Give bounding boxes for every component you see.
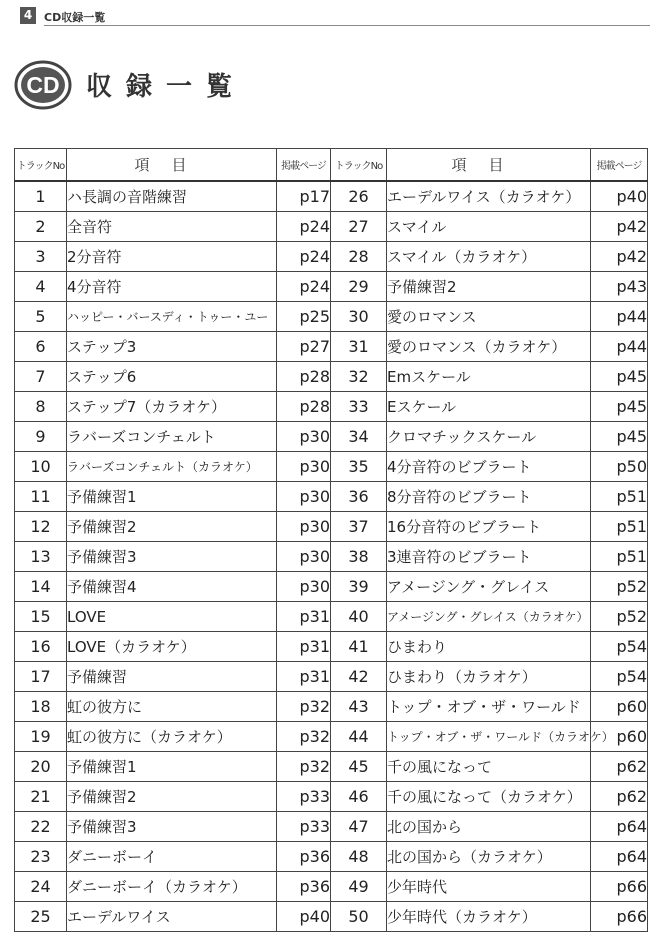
track-number: 4 — [15, 272, 67, 302]
track-title: 愛のロマンス（カラオケ） — [387, 332, 591, 362]
cd-disc-icon — [14, 60, 72, 110]
track-title: 北の国から — [387, 812, 591, 842]
page-reference: p36 — [277, 872, 331, 902]
track-title: 16分音符のビブラート — [387, 512, 591, 542]
track-number: 26 — [331, 181, 387, 212]
track-title: ステップ6 — [67, 362, 277, 392]
track-number: 27 — [331, 212, 387, 242]
table-row — [15, 392, 648, 422]
track-number: 11 — [15, 482, 67, 512]
page-reference: p44 — [591, 332, 648, 362]
page-reference: p30 — [277, 452, 331, 482]
track-number: 6 — [15, 332, 67, 362]
table-row — [15, 902, 648, 932]
table-row — [15, 362, 648, 392]
track-title: 予備練習3 — [67, 812, 277, 842]
track-number: 49 — [331, 872, 387, 902]
track-number: 50 — [331, 902, 387, 932]
track-number: 17 — [15, 662, 67, 692]
table-row — [15, 572, 648, 602]
track-title: ひまわり — [387, 632, 591, 662]
page-reference: p30 — [277, 422, 331, 452]
track-number: 43 — [331, 692, 387, 722]
track-title: 予備練習 — [67, 662, 277, 692]
track-title: 全音符 — [67, 212, 277, 242]
column-header-track: トラックNo — [331, 149, 387, 182]
table-row — [15, 812, 648, 842]
page-reference: p40 — [277, 902, 331, 932]
page-reference: p43 — [591, 272, 648, 302]
table-header-row — [15, 149, 648, 182]
page-reference: p24 — [277, 242, 331, 272]
track-number: 9 — [15, 422, 67, 452]
table-row — [15, 212, 648, 242]
track-number: 34 — [331, 422, 387, 452]
page-reference: p36 — [277, 842, 331, 872]
page-reference: p51 — [591, 542, 648, 572]
table-row — [15, 842, 648, 872]
column-header-page: 掲載ページ — [277, 149, 331, 182]
column-header-page: 掲載ページ — [591, 149, 648, 182]
cd-logo-text: CD — [26, 72, 60, 98]
track-number: 39 — [331, 572, 387, 602]
page-reference: p52 — [591, 572, 648, 602]
page-reference: p51 — [591, 482, 648, 512]
page-reference: p44 — [591, 302, 648, 332]
page-reference: p64 — [591, 842, 648, 872]
track-number: 28 — [331, 242, 387, 272]
track-number: 46 — [331, 782, 387, 812]
track-number: 36 — [331, 482, 387, 512]
track-title: ラバーズコンチェルト（カラオケ） — [67, 452, 277, 482]
track-title: 千の風になって（カラオケ） — [387, 782, 591, 812]
page-reference: p52 — [591, 602, 648, 632]
track-number: 14 — [15, 572, 67, 602]
track-title: 予備練習1 — [67, 752, 277, 782]
track-number: 25 — [15, 902, 67, 932]
page-reference: p42 — [591, 212, 648, 242]
column-header-item: 項目 — [67, 149, 277, 182]
table-row — [15, 452, 648, 482]
track-title: トップ・オブ・ザ・ワールド — [387, 692, 591, 722]
table-row — [15, 692, 648, 722]
track-number: 18 — [15, 692, 67, 722]
page-title: 収録一覧 — [86, 72, 247, 102]
page-reference: p45 — [591, 392, 648, 422]
track-title: LOVE — [67, 602, 277, 632]
page-reference: p33 — [277, 782, 331, 812]
track-number: 1 — [15, 181, 67, 212]
track-title: 虹の彼方に — [67, 692, 277, 722]
page-reference: p31 — [277, 662, 331, 692]
track-title: ダニーボーイ — [67, 842, 277, 872]
page-reference: p62 — [591, 752, 648, 782]
track-number: 48 — [331, 842, 387, 872]
table-row — [15, 512, 648, 542]
table-row — [15, 542, 648, 572]
cd-logo — [14, 60, 72, 114]
track-title: Eスケール — [387, 392, 591, 422]
track-title: アメージング・グレイス — [387, 572, 591, 602]
track-title: ハッピー・バースディ・トゥー・ユー — [67, 302, 277, 332]
track-number: 30 — [331, 302, 387, 332]
header-title: CD収録一覧 — [44, 11, 106, 24]
page-reference: p45 — [591, 422, 648, 452]
track-title: ハ長調の音階練習 — [67, 181, 277, 212]
header-rule — [44, 25, 650, 26]
page-reference: p17 — [277, 181, 331, 212]
track-title: 愛のロマンス — [387, 302, 591, 332]
track-title: 予備練習3 — [67, 542, 277, 572]
table-row — [15, 422, 648, 452]
track-number: 33 — [331, 392, 387, 422]
column-header-item: 項目 — [387, 149, 591, 182]
table-row — [15, 181, 648, 212]
page-reference: p31 — [277, 602, 331, 632]
track-title: 予備練習4 — [67, 572, 277, 602]
table-row — [15, 662, 648, 692]
track-title: ラバーズコンチェルト — [67, 422, 277, 452]
track-number: 5 — [15, 302, 67, 332]
page-reference: p54 — [591, 662, 648, 692]
track-title: 虹の彼方に（カラオケ） — [67, 722, 277, 752]
table-row — [15, 782, 648, 812]
track-title: 予備練習2 — [67, 782, 277, 812]
track-number: 3 — [15, 242, 67, 272]
track-title: Emスケール — [387, 362, 591, 392]
page-reference: p60 — [591, 692, 648, 722]
track-number: 23 — [15, 842, 67, 872]
table-row — [15, 872, 648, 902]
track-number: 8 — [15, 392, 67, 422]
track-number: 20 — [15, 752, 67, 782]
track-number: 7 — [15, 362, 67, 392]
track-number: 12 — [15, 512, 67, 542]
track-title: 予備練習1 — [67, 482, 277, 512]
track-number: 21 — [15, 782, 67, 812]
page-reference: p28 — [277, 392, 331, 422]
page-reference: p31 — [277, 632, 331, 662]
table-row — [15, 602, 648, 632]
page-reference: p51 — [591, 512, 648, 542]
track-number: 2 — [15, 212, 67, 242]
page-number: 4 — [20, 7, 36, 24]
track-number: 35 — [331, 452, 387, 482]
page-reference: p30 — [277, 572, 331, 602]
table-row — [15, 752, 648, 782]
track-title: ひまわり（カラオケ） — [387, 662, 591, 692]
table-row — [15, 482, 648, 512]
track-title: 少年時代（カラオケ） — [387, 902, 591, 932]
track-list-table — [14, 148, 648, 932]
table-row — [15, 272, 648, 302]
page-reference: p32 — [277, 722, 331, 752]
track-number: 31 — [331, 332, 387, 362]
page-reference: p54 — [591, 632, 648, 662]
track-number: 13 — [15, 542, 67, 572]
track-number: 19 — [15, 722, 67, 752]
page-reference: p45 — [591, 362, 648, 392]
table-row — [15, 332, 648, 362]
track-title: ステップ3 — [67, 332, 277, 362]
track-number: 41 — [331, 632, 387, 662]
page-reference: p24 — [277, 272, 331, 302]
page-reference: p30 — [277, 482, 331, 512]
track-number: 22 — [15, 812, 67, 842]
track-number: 47 — [331, 812, 387, 842]
track-title: 予備練習2 — [387, 272, 591, 302]
page-reference: p27 — [277, 332, 331, 362]
page-reference: p50 — [591, 452, 648, 482]
track-title: スマイル — [387, 212, 591, 242]
track-title: 2分音符 — [67, 242, 277, 272]
track-number: 40 — [331, 602, 387, 632]
page-reference: p25 — [277, 302, 331, 332]
track-title: 千の風になって — [387, 752, 591, 782]
track-title: 予備練習2 — [67, 512, 277, 542]
track-title: 北の国から（カラオケ） — [387, 842, 591, 872]
track-number: 45 — [331, 752, 387, 782]
track-title: 4分音符 — [67, 272, 277, 302]
page-reference: p32 — [277, 752, 331, 782]
track-title: トップ・オブ・ザ・ワールド（カラオケ） — [387, 722, 591, 752]
track-title: クロマチックスケール — [387, 422, 591, 452]
track-title: エーデルワイス（カラオケ） — [387, 181, 591, 212]
page-reference: p62 — [591, 782, 648, 812]
page-reference: p24 — [277, 212, 331, 242]
page-reference: p66 — [591, 902, 648, 932]
track-number: 24 — [15, 872, 67, 902]
track-number: 29 — [331, 272, 387, 302]
track-number: 15 — [15, 602, 67, 632]
page-reference: p28 — [277, 362, 331, 392]
page-reference: p33 — [277, 812, 331, 842]
page-reference: p32 — [277, 692, 331, 722]
track-title: 4分音符のビブラート — [387, 452, 591, 482]
page-reference: p30 — [277, 512, 331, 542]
table-row — [15, 632, 648, 662]
table-row — [15, 242, 648, 272]
track-title: 8分音符のビブラート — [387, 482, 591, 512]
track-title: スマイル（カラオケ） — [387, 242, 591, 272]
track-title: 少年時代 — [387, 872, 591, 902]
track-number: 42 — [331, 662, 387, 692]
track-title: アメージング・グレイス（カラオケ） — [387, 602, 591, 632]
page-reference: p60 — [591, 722, 648, 752]
page-header — [14, 4, 650, 26]
page-reference: p64 — [591, 812, 648, 842]
track-number: 44 — [331, 722, 387, 752]
track-title: LOVE（カラオケ） — [67, 632, 277, 662]
page-reference: p30 — [277, 542, 331, 572]
table-row — [15, 722, 648, 752]
column-header-track: トラックNo — [15, 149, 67, 182]
track-number: 32 — [331, 362, 387, 392]
page-reference: p40 — [591, 181, 648, 212]
track-title: 3連音符のビブラート — [387, 542, 591, 572]
track-title: ステップ7（カラオケ） — [67, 392, 277, 422]
track-number: 37 — [331, 512, 387, 542]
track-number: 16 — [15, 632, 67, 662]
track-title: エーデルワイス — [67, 902, 277, 932]
page-reference: p42 — [591, 242, 648, 272]
page-reference: p66 — [591, 872, 648, 902]
table-row — [15, 302, 648, 332]
track-number: 38 — [331, 542, 387, 572]
track-title: ダニーボーイ（カラオケ） — [67, 872, 277, 902]
track-number: 10 — [15, 452, 67, 482]
